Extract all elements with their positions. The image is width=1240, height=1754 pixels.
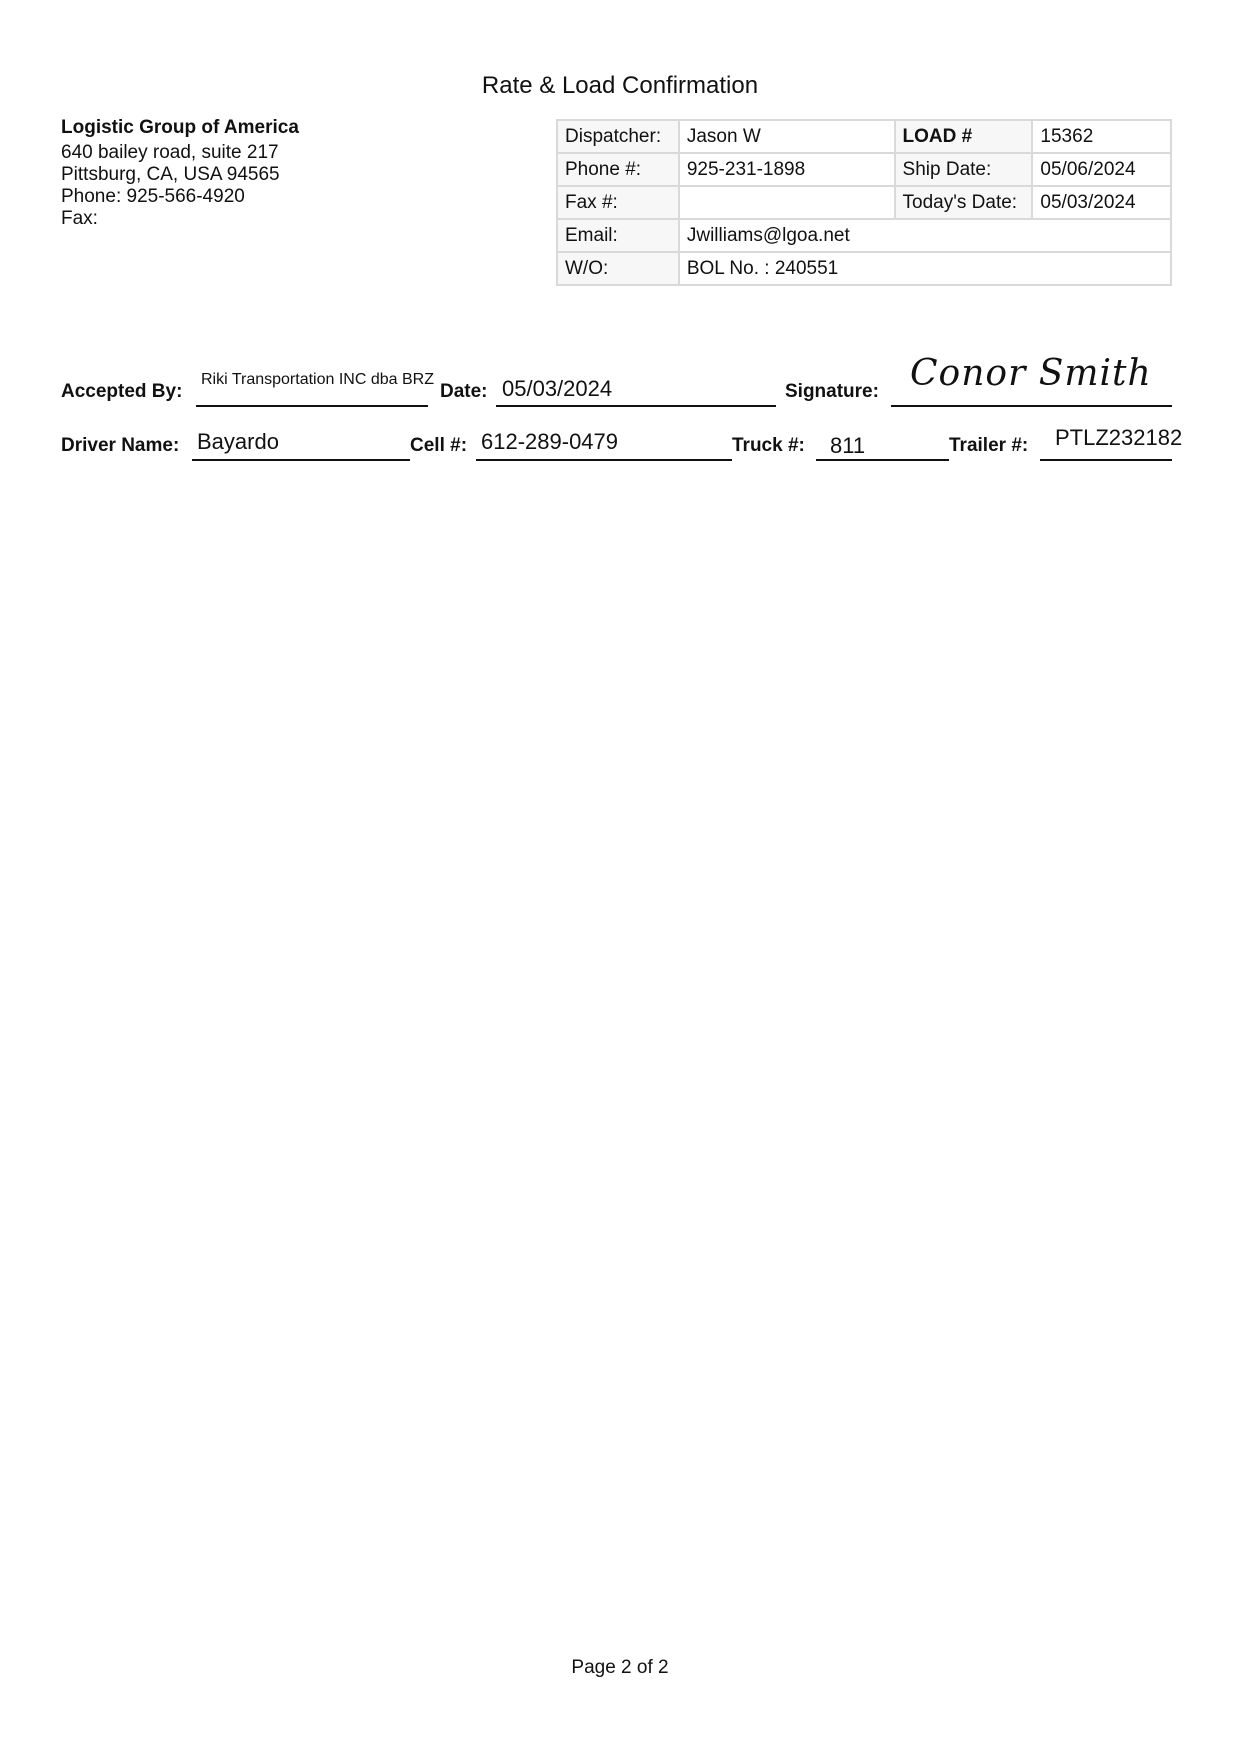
signature-label: Signature:: [785, 381, 879, 402]
trailer-value: PTLZ232182: [1055, 425, 1183, 450]
dispatcher-label: Dispatcher:: [557, 120, 679, 153]
cell-line: [476, 459, 732, 461]
fax-label: Fax #:: [557, 186, 679, 219]
table-row: [557, 252, 1171, 285]
cell-value: 612-289-0479: [481, 429, 619, 454]
dispatcher-value: Jason W: [679, 120, 895, 153]
table-row: [557, 186, 1171, 219]
ship-date-label: Ship Date:: [895, 153, 1033, 186]
date-label: Date:: [440, 381, 488, 402]
signature-value: Conor Smith: [910, 353, 1152, 394]
load-number-value: 15362: [1032, 120, 1171, 153]
table-row: [557, 120, 1171, 153]
accepted-by-label: Accepted By:: [61, 381, 183, 402]
date-line: [496, 405, 776, 407]
cell-label: Cell #:: [410, 435, 468, 456]
company-phone: Phone: 925-566-4920: [61, 186, 245, 207]
table-row: [557, 219, 1171, 252]
wo-label: W/O:: [557, 252, 679, 285]
signature-line: [891, 405, 1172, 407]
todays-date-label: Today's Date:: [895, 186, 1033, 219]
truck-line: [816, 459, 949, 461]
date-value: 05/03/2024: [502, 376, 613, 401]
trailer-line: [1040, 459, 1172, 461]
accepted-by-value: Riki Transportation INC dba BRZ: [201, 371, 434, 388]
document-title: Rate & Load Confirmation: [481, 72, 759, 99]
company-block: [61, 117, 299, 230]
truck-value: 811: [830, 433, 866, 458]
company-address-line2: Pittsburg, CA, USA 94565: [61, 164, 280, 185]
driver-name-value: Bayardo: [197, 429, 279, 454]
load-info-table: [556, 119, 1172, 286]
load-number-label: LOAD #: [895, 120, 1033, 153]
fax-value: [679, 186, 895, 219]
todays-date-value: 05/03/2024: [1032, 186, 1171, 219]
truck-label: Truck #:: [732, 435, 805, 456]
company-fax: Fax:: [61, 208, 98, 229]
company-name: Logistic Group of America: [61, 117, 299, 138]
company-address-line1: 640 bailey road, suite 217: [61, 142, 279, 163]
wo-value: BOL No. : 240551: [679, 252, 1171, 285]
page-number: Page 2 of 2: [571, 1657, 669, 1678]
email-value: Jwilliams@lgoa.net: [679, 219, 1171, 252]
trailer-label: Trailer #:: [949, 435, 1029, 456]
driver-name-label: Driver Name:: [61, 435, 180, 456]
accepted-by-line: [196, 405, 428, 407]
email-label: Email:: [557, 219, 679, 252]
phone-label: Phone #:: [557, 153, 679, 186]
driver-name-line: [192, 459, 410, 461]
ship-date-value: 05/06/2024: [1032, 153, 1171, 186]
table-row: [557, 153, 1171, 186]
phone-value: 925-231-1898: [679, 153, 895, 186]
